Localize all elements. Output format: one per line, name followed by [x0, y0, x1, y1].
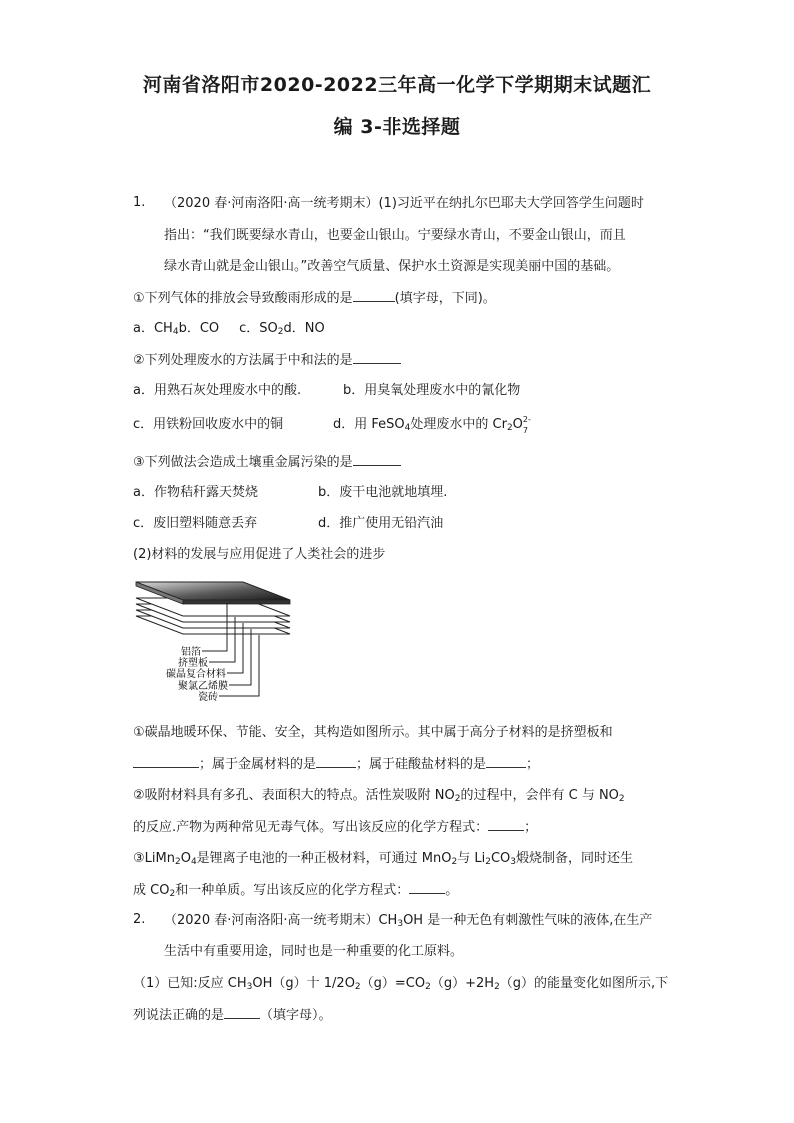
q1-material3-line1: $③LiMn_2O_4$是锂离子电池的一种正极材料，可通过 MnO$_2$与 $Li_2CO_3$煅烧制备，同时还生 [133, 851, 634, 867]
option-a: a．$CH_4$ [133, 321, 179, 337]
q1-sub1-options [133, 320, 325, 338]
answer-blank[interactable] [353, 289, 395, 302]
label-carbon-composite: 碳晶复合材料 [166, 669, 226, 680]
document-title-line2: 编 3-非选择题 [333, 116, 461, 138]
q1-material2-line2: 的反应.产物为两种常见无毒气体。写出该反应的化学方程式： ； [133, 820, 538, 835]
option-b: b．CO [178, 321, 220, 336]
label-pvc-film: 聚氯乙烯膜 [178, 681, 228, 692]
q1-intro-line1: （2020 春·河南洛阳·高一统考期末）(1)习近平在纳扎尔巴耶夫大学回答学生问题时 [164, 196, 644, 211]
question-number: 1. [133, 195, 146, 210]
q1-sub3-option-d: d．推广使用无铅汽油 [318, 516, 444, 531]
q1-sub2-option-d: d．用 FeSO$_4$处理废水中的 $Cr_2O$ 2- 7 [333, 415, 531, 435]
option-d: d．NO [283, 321, 325, 336]
option-c: c．$SO_2$ [239, 321, 284, 337]
answer-blank[interactable] [488, 818, 524, 831]
q1-sub3-option-a: a．作物秸秆露天焚烧 [133, 485, 258, 500]
q1-part2-heading: (2)材料的发展与应用促进了人类社会的进步 [133, 547, 386, 562]
q2-intro-line1: （2020 春·河南洛阳·高一统考期末）$CH_3OH$ 是一种无色有刺激性气味的液体,在生产 [164, 913, 653, 929]
q1-sub2-option-b: b．用臭氧处理废水中的氰化物 [343, 383, 521, 398]
q1-sub3-question: ③下列做法会造成土壤重金属污染的是 [133, 453, 401, 472]
answer-blank[interactable] [224, 1006, 260, 1019]
q1-intro-line3: 绿水青山就是金山银山。”改善空气质量、保护水土资源是实现美丽中国的基础。 [164, 259, 620, 274]
question-number: 2. [133, 912, 146, 927]
q1-material1-line1: ①碳晶地暖环保、节能、安全，其构造如图所示。其中属于高分子材料的是挤塑板和 [133, 725, 613, 740]
q1-material2-line1: ②吸附材料具有多孔、表面积大的特点。活性炭吸附 $NO_2$的过程中，会伴有 C 与 $NO_2$ [133, 788, 625, 804]
q1-sub3-option-b: b．废干电池就地填埋. [318, 485, 448, 500]
q2-part1-line2: 列说法正确的是 （填字母）。 [133, 1008, 332, 1023]
q1-material1-line2: ；属于金属材料的是 ；属于硅酸盐材料的是 ； [133, 755, 539, 774]
label-aluminum-foil: 铝箔 [181, 647, 201, 658]
q1-material3-line2: 成 $CO_2$和一种单质。写出该反应的化学方程式： 。 [133, 883, 459, 899]
q1-sub2-option-c: c．用铁粉回收废水中的铜 [133, 417, 284, 432]
answer-blank[interactable] [353, 453, 401, 466]
label-xps-board: 挤塑板 [178, 658, 208, 669]
answer-blank[interactable] [409, 881, 445, 894]
q1-sub2-option-a: a．用熟石灰处理废水中的酸. [133, 383, 302, 398]
answer-blank[interactable] [133, 755, 199, 768]
q1-sub3-option-c: c．废旧塑料随意丢弃 [133, 516, 258, 531]
q1-sub2-question: ②下列处理废水的方法属于中和法的是 [133, 351, 401, 370]
q2-intro-line2: 生活中有重要用途，同时也是一种重要的化工原料。 [164, 944, 464, 959]
answer-blank[interactable] [316, 755, 356, 768]
document-title-line1: 河南省洛阳市2020-2022三年高一化学下学期期末试题汇 [142, 74, 652, 96]
answer-blank[interactable] [486, 755, 526, 768]
q2-part1-line1: （1）已知:反应 $CH_3OH(g)$十 $1/2O_2(g)=CO_2(g)+2H_2(g)$的能量变化如图所示,下 [133, 976, 669, 992]
answer-blank[interactable] [353, 351, 401, 364]
carbon-crystal-floor-heating-diagram [127, 572, 297, 712]
label-ceramic-tile: 瓷砖 [198, 692, 218, 703]
q1-sub1-question: ①下列气体的排放会导致酸雨形成的是 (填字母，下同)。 [133, 291, 496, 306]
q1-intro-line2: 指出：“我们既要绿水青山，也要金山银山。宁要绿水青山，不要金山银山，而且 [164, 228, 626, 243]
